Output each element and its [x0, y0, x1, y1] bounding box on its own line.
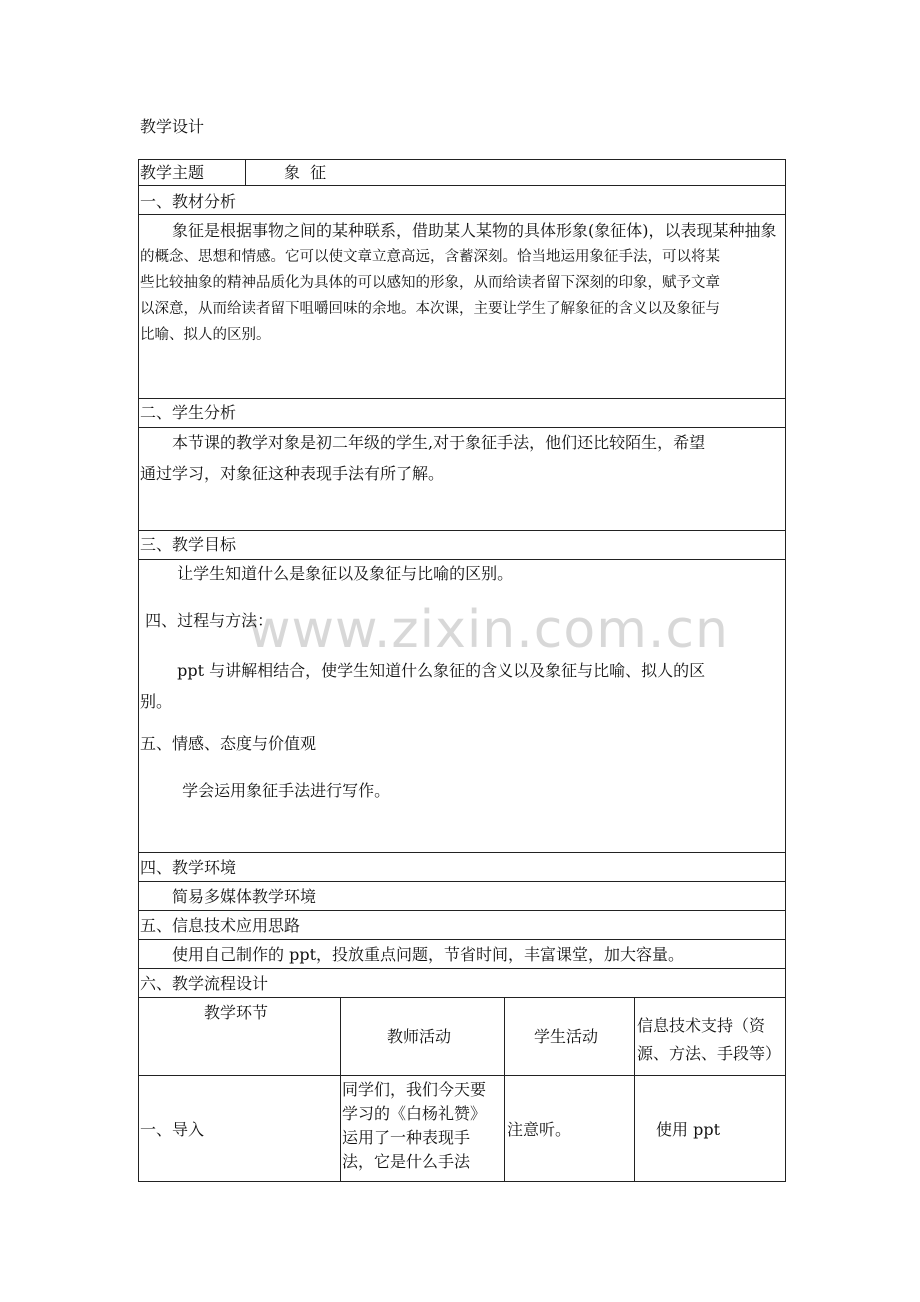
student-analysis-text: [140, 427, 786, 527]
text-line: ppt 与讲解相结合，使学生知道什么象征的含义以及象征与比喻、拟人的区: [140, 661, 706, 680]
section-heading-student-analysis: 二、学生分析: [140, 403, 237, 422]
row-divider: [138, 398, 786, 399]
text-line: 以深意，从而给读者留下咀嚼回味的余地。本次课，主要让学生了解象征的含义以及象征与: [140, 301, 720, 317]
teaching-environment-text: 简易多媒体教学环境: [140, 887, 317, 906]
row-divider: [138, 1075, 786, 1076]
process-method-text: [140, 655, 786, 715]
section-heading-material-analysis: 一、教材分析: [140, 192, 237, 211]
row-divider: [138, 997, 786, 998]
process-method-heading: 四、过程与方法：: [140, 611, 274, 630]
column-divider: [504, 997, 505, 1182]
flow-row-it-support: 使用 ppt: [656, 1120, 721, 1139]
emotion-attitude-text: 学会运用象征手法进行写作。: [140, 781, 391, 800]
row-divider: [138, 214, 786, 215]
text-line: 法，它是什么手法: [342, 1152, 471, 1171]
text-line: 比喻、拟人的区别。: [140, 327, 271, 343]
row-divider: [138, 852, 786, 853]
section-heading-it-application: 五、信息技术应用思路: [140, 916, 301, 935]
section-heading-teaching-goals: 三、教学目标: [140, 535, 237, 554]
row-divider: [138, 881, 786, 882]
text-line: 同学们，我们今天要: [342, 1080, 487, 1099]
topic-value: 象 征: [284, 163, 327, 182]
row-divider: [138, 939, 786, 940]
column-divider: [634, 997, 635, 1182]
flow-row-stage: 一、导入: [140, 1120, 205, 1139]
row-divider: [138, 559, 786, 560]
row-divider: [138, 968, 786, 969]
column-header-stage: 教学环节: [204, 1003, 269, 1022]
text-line: 本节课的教学对象是初二年级的学生,对于象征手法，他们还比较陌生，希望: [140, 433, 706, 452]
text-line: 信息技术支持（资: [637, 1016, 766, 1035]
text-line: 象征是根据事物之间的某种联系，借助某人某物的具体形象(象征体)，以表现某种抽象: [140, 221, 777, 240]
teaching-goal-text: 让学生知道什么是象征以及象征与比喻的区别。: [140, 564, 514, 583]
text-line: 运用了一种表现手: [342, 1128, 471, 1147]
section-heading-teaching-flow: 六、教学流程设计: [140, 974, 269, 993]
text-line: 别。: [140, 692, 173, 711]
document-title: 教学设计: [140, 117, 205, 136]
column-header-it-support: [637, 1012, 785, 1068]
column-header-teacher-activity: 教师活动: [387, 1027, 452, 1046]
flow-row-teacher-activity: [342, 1078, 504, 1174]
watermark: www.zixin.com.cn: [248, 600, 729, 660]
row-divider: [138, 185, 786, 186]
text-line: 源、方法、手段等）: [637, 1044, 782, 1063]
emotion-attitude-heading: 五、情感、态度与价值观: [140, 734, 317, 753]
text-line: 些比较抽象的精神品质化为具体的可以感知的形象，从而给读者留下深刻的印象，赋予文章: [140, 275, 720, 291]
topic-label: 教学主题: [140, 163, 205, 182]
row-divider: [138, 530, 786, 531]
text-line: 通过学习，对象征这种表现手法有所了解。: [140, 464, 445, 483]
text-line: 的概念、思想和情感。它可以使文章立意高远，含蓄深刻。恰当地运用象征手法，可以将某: [140, 249, 720, 265]
column-divider: [340, 997, 341, 1182]
column-header-student-activity: 学生活动: [534, 1027, 599, 1046]
text-line: 学习的《白杨礼赞》: [342, 1104, 487, 1123]
section-heading-teaching-environment: 四、教学环境: [140, 858, 237, 877]
column-divider: [245, 159, 246, 185]
flow-row-student-activity: 注意听。: [507, 1120, 572, 1139]
material-analysis-text: [140, 218, 786, 394]
it-application-text: 使用自己制作的 ppt，投放重点问题，节省时间，丰富课堂，加大容量。: [140, 945, 685, 964]
row-divider: [138, 910, 786, 911]
